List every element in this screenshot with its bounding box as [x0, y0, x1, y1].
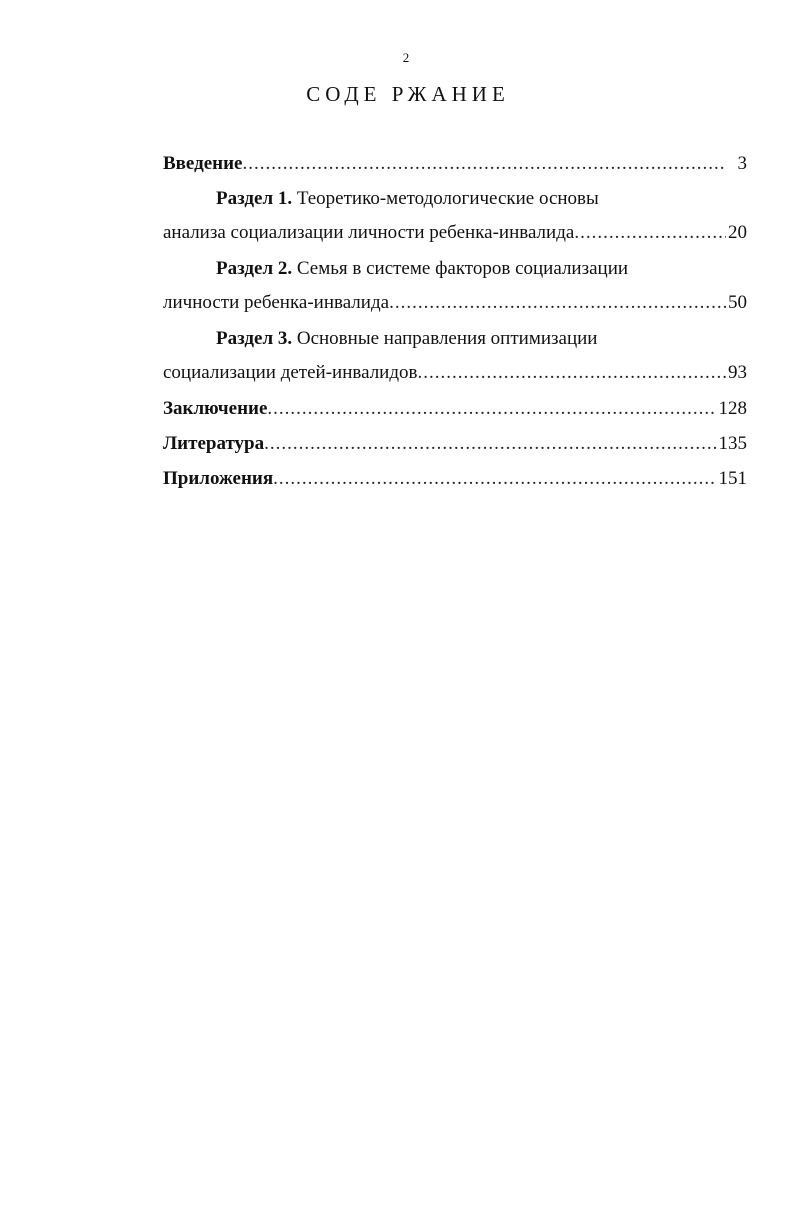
toc-conclusion-label: Заключение	[163, 398, 268, 419]
page-number: 2	[402, 50, 410, 65]
toc-section1-title-part1: Теоретико-методологические основы	[292, 188, 599, 209]
dot-leader	[273, 465, 716, 493]
page-title: СОДЕ РЖАНИЕ	[306, 82, 510, 106]
toc-appendices-label: Приложения	[163, 468, 274, 489]
toc-entry-intro	[163, 150, 747, 185]
toc-section3-title-part2: социализации детей-инвалидов	[163, 362, 418, 383]
dot-leader	[264, 430, 716, 458]
toc-section3-title-part1: Основные направления оптимизации	[292, 328, 598, 349]
toc-section2-page: 50	[728, 292, 747, 313]
toc-section1-title-part2: анализа социализации личности ребенка-инвалида	[163, 222, 575, 243]
toc-entry-section3-line1	[163, 325, 747, 359]
toc-intro-label: Введение	[163, 153, 243, 174]
toc-entry-appendices	[163, 465, 747, 500]
toc-entry-section2-line2	[163, 289, 747, 325]
toc-section3-page: 93	[728, 362, 747, 383]
toc-entry-conclusion	[163, 395, 747, 430]
toc-entry-section2-line1	[163, 255, 747, 289]
dot-leader	[243, 150, 724, 178]
toc-entry-literature	[163, 430, 747, 465]
dot-leader	[267, 395, 716, 423]
dot-leader	[389, 289, 726, 317]
toc-section2-prefix: Раздел 2.	[216, 258, 293, 279]
toc-intro-page: 3	[737, 153, 747, 174]
toc-entry-section3-line2	[163, 359, 747, 395]
toc-entry-section1-line1	[163, 185, 747, 219]
toc-conclusion-page: 128	[718, 398, 747, 419]
toc-section1-prefix: Раздел 1.	[216, 188, 293, 209]
toc-section2-title-part1: Семья в системе факторов социализации	[292, 258, 629, 279]
table-of-contents	[163, 150, 747, 500]
dot-leader	[418, 359, 727, 387]
toc-entry-section1-line2	[163, 219, 747, 255]
toc-literature-page: 135	[718, 433, 747, 454]
toc-section3-prefix: Раздел 3.	[216, 328, 293, 349]
toc-appendices-page: 151	[718, 468, 747, 489]
dot-leader	[574, 219, 726, 247]
toc-section1-page: 20	[728, 222, 747, 243]
toc-section2-title-part2: личности ребенка-инвалида	[163, 292, 390, 313]
toc-literature-label: Литература	[163, 433, 265, 454]
